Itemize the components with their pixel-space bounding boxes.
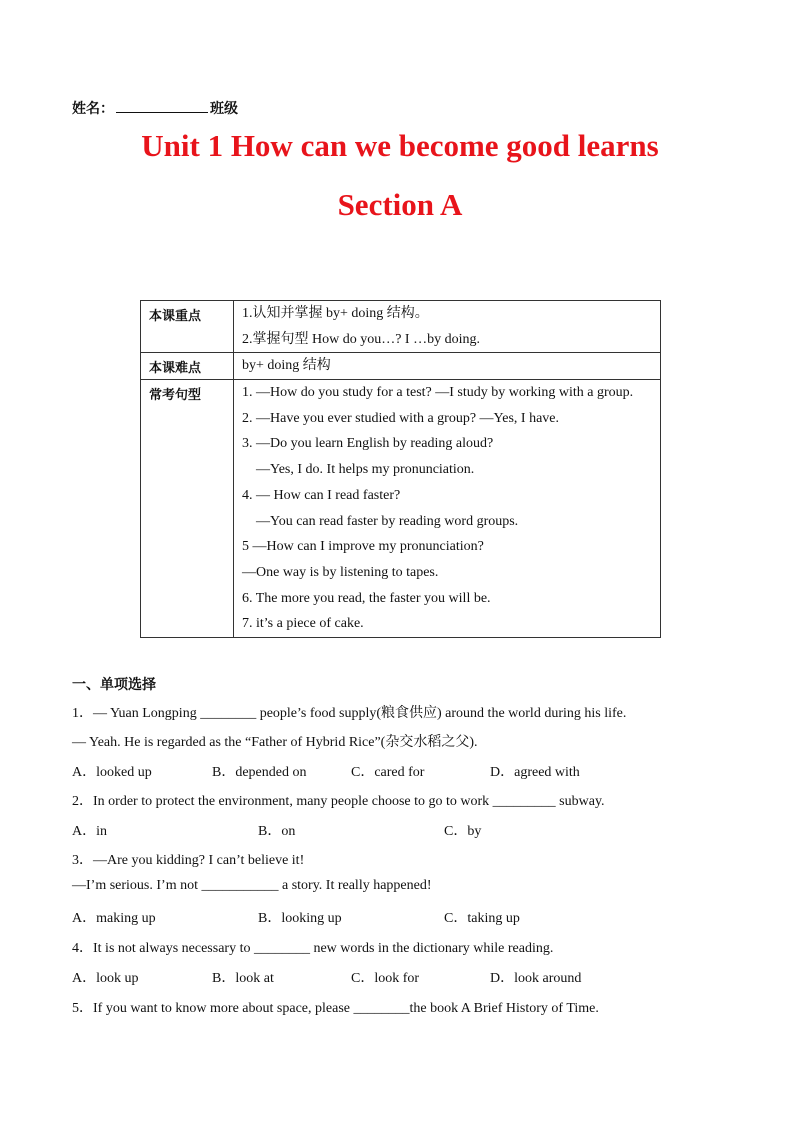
- question-line: 3．—Are you kidding? I can’t believe it!: [72, 853, 305, 868]
- pattern-line: 7. it’s a piece of cake.: [242, 616, 364, 632]
- pattern-line: 3. —Do you learn English by reading aloud?: [242, 436, 494, 452]
- pattern-line: 5 —How can I improve my pronunciation?: [242, 539, 484, 555]
- patterns-cell: [234, 380, 661, 638]
- unit-title: Unit 1 How can we become good learns: [141, 128, 659, 163]
- key-point: 1.认知并掌握 by+ doing 结构。: [242, 306, 429, 321]
- question-line: 4．It is not always necessary to ________ new words in the dictionary while reading.: [72, 941, 554, 956]
- difficulty-row: [141, 353, 661, 380]
- section-title-heading: Section A: [337, 187, 463, 222]
- question-line: — Yeah. He is regarded as the “Father of Hybrid Rice”(杂交水稻之父).: [72, 735, 478, 750]
- difficulty-cell: [234, 353, 661, 380]
- option[interactable]: C．by: [444, 824, 482, 839]
- multiple-choice-heading: 一、单项选择: [72, 677, 156, 693]
- class-label: 班级: [210, 101, 238, 117]
- difficulty-label: 本课难点: [141, 353, 234, 380]
- patterns-row: [141, 380, 661, 638]
- pattern-line: —You can read faster by reading word groups.: [256, 513, 519, 529]
- key-points-row: [141, 301, 661, 353]
- pattern-line: 1. —How do you study for a test? —I study by working with a group.: [242, 385, 634, 401]
- question-line: 5．If you want to know more about space, please ________the book A Brief History of Time.: [72, 1001, 599, 1016]
- question-line: —I’m serious. I’m not ___________ a story. It really happened!: [72, 878, 432, 893]
- option[interactable]: A．looked up: [72, 765, 152, 780]
- option[interactable]: A．in: [72, 824, 107, 839]
- option[interactable]: C．look for: [351, 971, 420, 986]
- pattern-line: 4. — How can I read faster?: [242, 487, 401, 503]
- option[interactable]: A．look up: [72, 971, 139, 986]
- pattern-line: 2. —Have you ever studied with a group? —Yes, I have.: [242, 410, 560, 426]
- pattern-line: 6. The more you read, the faster you will be.: [242, 590, 491, 606]
- summary-table: [140, 300, 661, 638]
- option[interactable]: B．look at: [212, 971, 274, 986]
- option[interactable]: D．look around: [490, 971, 582, 986]
- option[interactable]: B．depended on: [212, 765, 307, 780]
- question-line: 2．In order to protect the environment, many people choose to go to work _________ subway.: [72, 794, 605, 809]
- question-line: 1．— Yuan Longping ________ people’s food supply(粮食供应) around the world during his life.: [72, 706, 627, 721]
- pattern-line: —Yes, I do. It helps my pronunciation.: [256, 462, 475, 478]
- option[interactable]: B．on: [258, 824, 296, 839]
- option[interactable]: D．agreed with: [490, 765, 580, 780]
- difficulty-text: by+ doing 结构: [242, 358, 331, 374]
- option[interactable]: C．cared for: [351, 765, 425, 780]
- name-label: 姓名：: [72, 101, 114, 117]
- pattern-line: —One way is by listening to tapes.: [242, 564, 439, 580]
- key-point: 2.掌握句型 How do you…? I …by doing.: [242, 331, 480, 347]
- key-points-label: 本课重点: [141, 301, 234, 353]
- option[interactable]: C．taking up: [444, 911, 520, 926]
- name-blank[interactable]: [116, 111, 208, 113]
- option[interactable]: B．looking up: [258, 911, 342, 926]
- patterns-label: 常考句型: [141, 380, 234, 638]
- name-class-line: [72, 98, 238, 118]
- option[interactable]: A．making up: [72, 911, 156, 926]
- key-points-cell: [234, 301, 661, 353]
